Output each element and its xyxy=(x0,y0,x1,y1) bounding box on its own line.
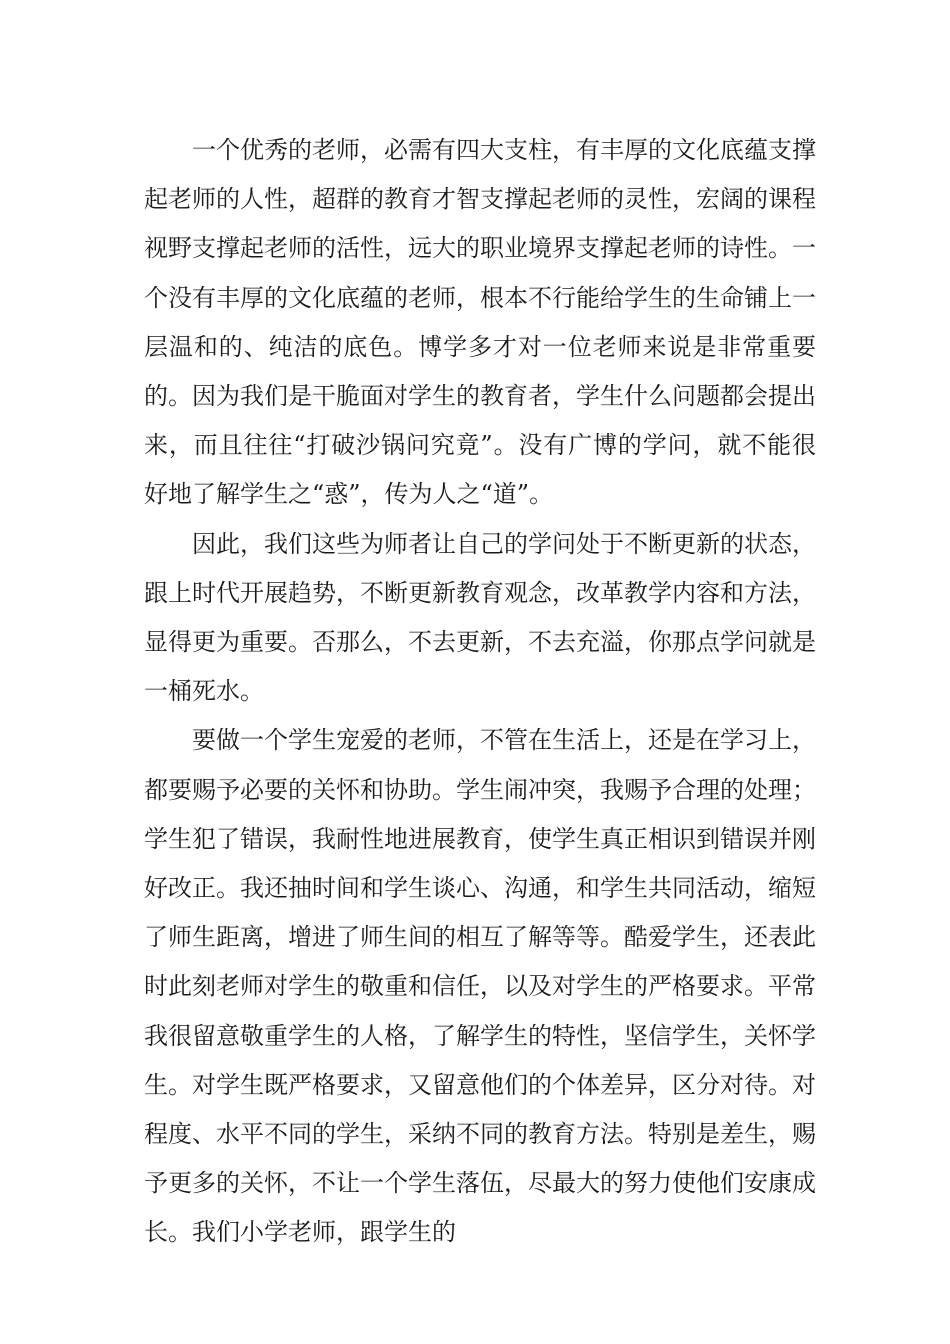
paragraph-1: 一个优秀的老师，必需有四大支柱，有丰厚的文化底蕴支撑起老师的人性，超群的教育才智支撑起老师的灵性，宏阔的课程视野支撑起老师的活性，远大的职业境界支撑起老师的诗性。一个没有丰厚的文化底蕴的老师，根本不行能给学生的生命铺上一层温和的、纯洁的底色。博学多才对一位老师来说是非常重要的。因为我们是干脆面对学生的教育者，学生什么问题都会提出来，而且往往“打破沙锅问究竟”。没有广博的学问，就不能很好地了解学生之“惑”，传为人之“道”。 xyxy=(144,136,816,509)
paragraph-2: 因此，我们这些为师者让自己的学问处于不断更新的状态，跟上时代开展趋势，不断更新教育观念，改革教学内容和方法，显得更为重要。否那么，不去更新，不去充溢，你那点学问就是一桶死水。 xyxy=(144,529,816,706)
document-body xyxy=(144,126,816,1258)
paragraph-3: 要做一个学生宠爱的老师，不管在生活上，还是在学习上，都要赐予必要的关怀和协助。学生闹冲突，我赐予合理的处理；学生犯了错误，我耐性地进展教育，使学生真正相识到错误并刚好改正。我还抽时间和学生谈心、沟通，和学生共同活动，缩短了师生距离，增进了师生间的相互了解等等。酷爱学生，还表此时此刻老师对学生的敬重和信任，以及对学生的严格要求。平常我很留意敬重学生的人格，了解学生的特性，坚信学生，关怀学生。对学生既严格要求，又留意他们的个体差异，区分对待。对程度、水平不同的学生，采纳不同的教育方法。特别是差生，赐予更多的关怀，不让一个学生落伍，尽最大的努力使他们安康成长。我们小学老师，跟学生的 xyxy=(144,726,816,1247)
